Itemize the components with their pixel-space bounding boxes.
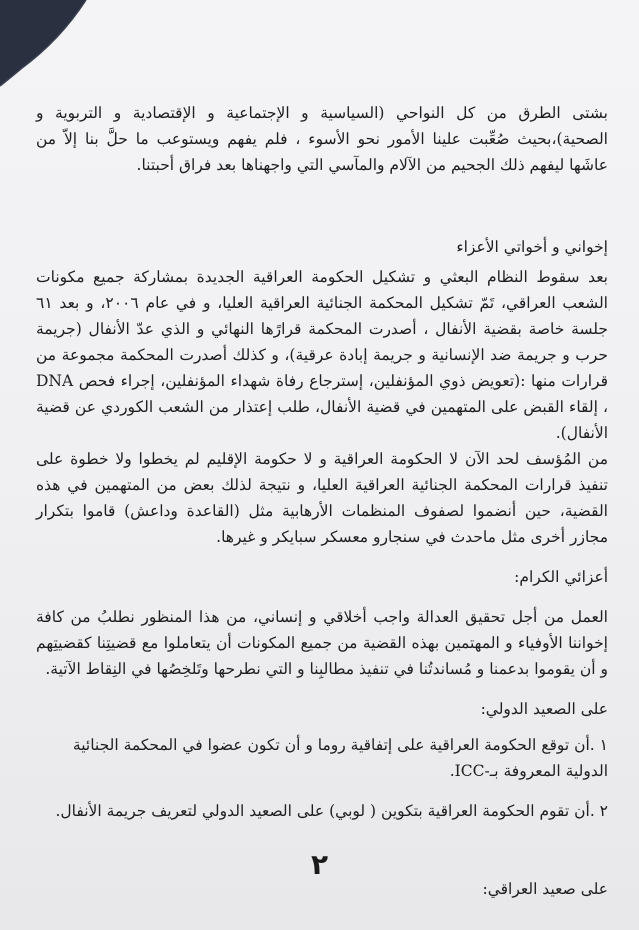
letter-body [36,100,608,902]
paragraph-intro: بشتى الطرق من كل النواحي (السياسية و الإجتماعية و الإقتصادية و التربوية و الصحية)،بحيث صُعِّبت علينا الأمور نحو الأسوء ، فلم يفهم ويستوعب ما حلَّ بنا إلاّ من عاشَها ليفهم ذلك الجحيم من الآلام والمآسي التي واجهناها بعد فراق أحبتنا. [36,104,608,174]
salutation: أعزائي الكرام: [514,568,608,586]
spacer [36,590,608,604]
paragraph-appeal: العمل من أجل تحقيق العدالة واجب أخلاقي و إنساني، من هذا المنظور نطلبُ من كافة إخواننا الأوفياء و المهتمين بهذه القضية من جميع المكونات أن يتعاملوا مع قضيتِنا كقضيتِهم و أن يقوموا بدعمنا و مُساندتُنا في تنفيذ مطالبِنا و التي نطرحها وتَلخِصُها في النِقاط الآتية. [36,608,608,678]
paragraph-history: بعد سقوط النظام البعثي و تشكيل الحكومة العراقية الجديدة بمشاركة جميع مكونات الشعب العراقي، تَمّ تشكيل المحكمة الجنائية العراقية العليا، و في عام ٢٠٠٦، و بعد ٦١ جلسة خاصة بقضية الأنفال ، أصدرت المحكمة قرارًها النهائي و الذي عدّ الأنفال (جريمة حرب و جريمة ضد الإنسانية و جريمة إبادة عرقية)، و كذلك أصدرت المحكمة مجموعة من قرارات منها :(تعويض ذوي المؤنفلين، إسترجاع رفاة شهداء المؤنفلين، إجراء فحص DNA ، إلقاء القبض على المتهمين في قضية الأنفال، طلب إعتذار من الشعب الكوردي عن قضية الأنفال). [36,268,608,442]
iraqi-heading: على صعيد العراقي: [482,880,608,898]
international-heading: على الصعيد الدولي: [480,700,608,718]
greeting: إخواني و أخواتي الأعزاء [456,238,608,256]
spacer [36,178,608,234]
page-number: ٢ [310,848,329,881]
paragraph-regret: من المُؤسف لحد الآن لا الحكومة العراقية و لا حكومة الإقليم لم يخطوا ولا خطوة على تنفيذ قرارات المحكمة الجنائية العراقية العليا، و نتيجة لذلك بعض من المتهمين في هذه القضية، حين أنضموا لصفوف المنظمات الأرهابية مثل (القاعدة وداعش) قاموا بتكرار مجازر أخرى مثل ماحدث في سنجارو معسكر سبايكر و غيرها. [36,450,608,546]
spacer [36,550,608,564]
list-item: ١ .أن توقع الحكومة العراقية على إتفاقية روما و أن تكون عضوا في المحكمة الجنائية الدولية المعروفة بـ-ICC. [72,736,608,780]
list-item: ٢ .أن تقوم الحكومة العراقية بتكوين ( لوبي) على الصعيد الدولي لتعريف جريمة الأنفال. [55,802,608,820]
